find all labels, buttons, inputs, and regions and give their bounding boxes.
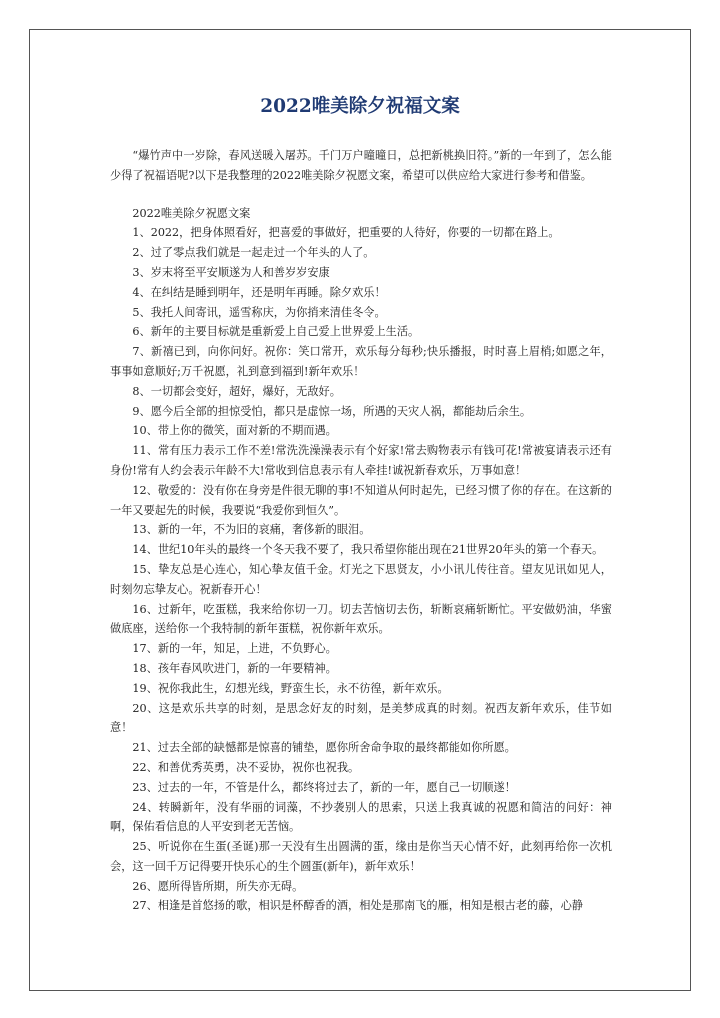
list-item: 26、愿所得皆所期，所失亦无碍。 <box>132 879 304 893</box>
list-item: 18、孩年春风吹进门，新的一年要精神。 <box>132 661 337 675</box>
list-item: 27、相逢是首悠扬的歌，相识是杯醇香的酒，相处是那南飞的雁，相知是根古老的藤，心静 <box>132 899 583 913</box>
document-body <box>110 146 612 916</box>
list-item: 4、在纠结是睡到明年，还是明年再睡。除夕欢乐！ <box>132 285 386 299</box>
list-item: 5、我托人间寄讯，遥雪称庆，为你捎来清佳冬令。 <box>132 305 386 319</box>
intro-paragraph: “爆竹声中一岁除，春风送暖入屠苏。千门万户曈曈日，总把新桃换旧符。”新的一年到了，怎么能少得了祝福语呢?以下是我整理的2022唯美除夕祝愿文案，希望可以供应给大家进行参考和借鉴。 <box>110 149 612 182</box>
list-item: 10、带上你的微笑，面对新的不期而遇。 <box>132 424 337 438</box>
list-item: 11、常有压力表示工作不差!常洗洗澡澡表示有个好家!常去购物表示有钱可花!常被宴请表示还有身份!常有人约会表示年龄不大!常收到信息表示有人牵挂!诚祝新春欢乐，万事如意！ <box>110 444 612 477</box>
list-item: 21、过去全部的缺憾都是惊喜的铺垫，愿你所舍命争取的最终都能如你所愿。 <box>132 741 516 755</box>
list-item: 3、岁末将至平安顺遂为人和善岁岁安康 <box>132 265 330 279</box>
list-item: 23、过去的一年，不管是什么，都终将过去了，新的一年，愿自己一切顺遂！ <box>132 780 516 794</box>
list-item: 8、一切都会变好，超好，爆好，无敌好。 <box>132 384 341 398</box>
document-title: 2022唯美除夕祝福文案 <box>260 96 460 117</box>
list-item: 20、这是欢乐共享的时刻，是思念好友的时刻，是美梦成真的时刻。祝西友新年欢乐，佳节如意！ <box>110 701 612 735</box>
list-item: 12、敬爱的：没有你在身旁是件很无聊的事!不知道从何时起先，已经习惯了你的存在。在这新的一年又要起先的时候，我要说“我爱你到恒久”。 <box>110 483 612 517</box>
list-item: 22、和善优秀英勇，决不妥协，祝你也祝我。 <box>132 760 360 774</box>
list-item: 14、世纪10年头的最终一个冬天我不要了，我只希望你能出现在21世界20年头的第一个春天。 <box>132 543 604 557</box>
list-item: 19、祝你我此生，幻想光线，野蛮生长，永不彷徨，新年欢乐。 <box>132 681 449 695</box>
list-item: 24、转瞬新年，没有华丽的词藻，不抄袭别人的思索，只送上我真诚的祝愿和简洁的问好：神啊，保佑看信息的人平安到老无苦恼。 <box>110 800 612 834</box>
list-item: 1、2022，把身体照看好，把喜爱的事做好，把重要的人待好，你要的一切都在路上。 <box>132 226 560 240</box>
list-item: 13、新的一年，不为旧的哀痛，奢侈新的眼泪。 <box>132 523 371 537</box>
list-item: 2、过了零点我们就是一起走过一个年头的人了。 <box>132 246 375 260</box>
section-heading: 2022唯美除夕祝愿文案 <box>132 206 251 220</box>
list-item: 15、挚友总是心连心，知心挚友值千金。灯光之下思贤友，小小讯儿传往音。望友见讯如见人，时刻勿忘挚友心。祝新春开心！ <box>110 562 612 596</box>
list-item: 7、新禧已到，向你问好。祝你：笑口常开，欢乐每分每秒;快乐播报，时时喜上眉梢;如愿之年，事事如意顺好;万千祝愿，礼到意到福到!新年欢乐！ <box>110 345 612 378</box>
list-item: 17、新的一年，知足，上进，不负野心。 <box>132 642 337 656</box>
list-item: 16、过新年，吃蛋糕，我来给你切一刀。切去苦恼切去伤，斩断哀痛斩断忙。平安做奶油，华蜜做底座，送给你一个我特制的新年蛋糕，祝你新年欢乐。 <box>110 602 612 636</box>
list-item: 25、听说你在生蛋(圣诞)那一天没有生出圆满的蛋，缘由是你当天心情不好，此刻再给你一次机会，这一回千万记得要开快乐心的生个圆蛋(新年)，新年欢乐！ <box>110 840 612 873</box>
list-item: 6、新年的主要目标就是重新爱上自己爱上世界爱上生活。 <box>132 325 420 339</box>
list-item: 9、愿今后全部的担惊受怕，都只是虚惊一场，所遇的天灾人祸，都能劫后余生。 <box>132 404 532 418</box>
